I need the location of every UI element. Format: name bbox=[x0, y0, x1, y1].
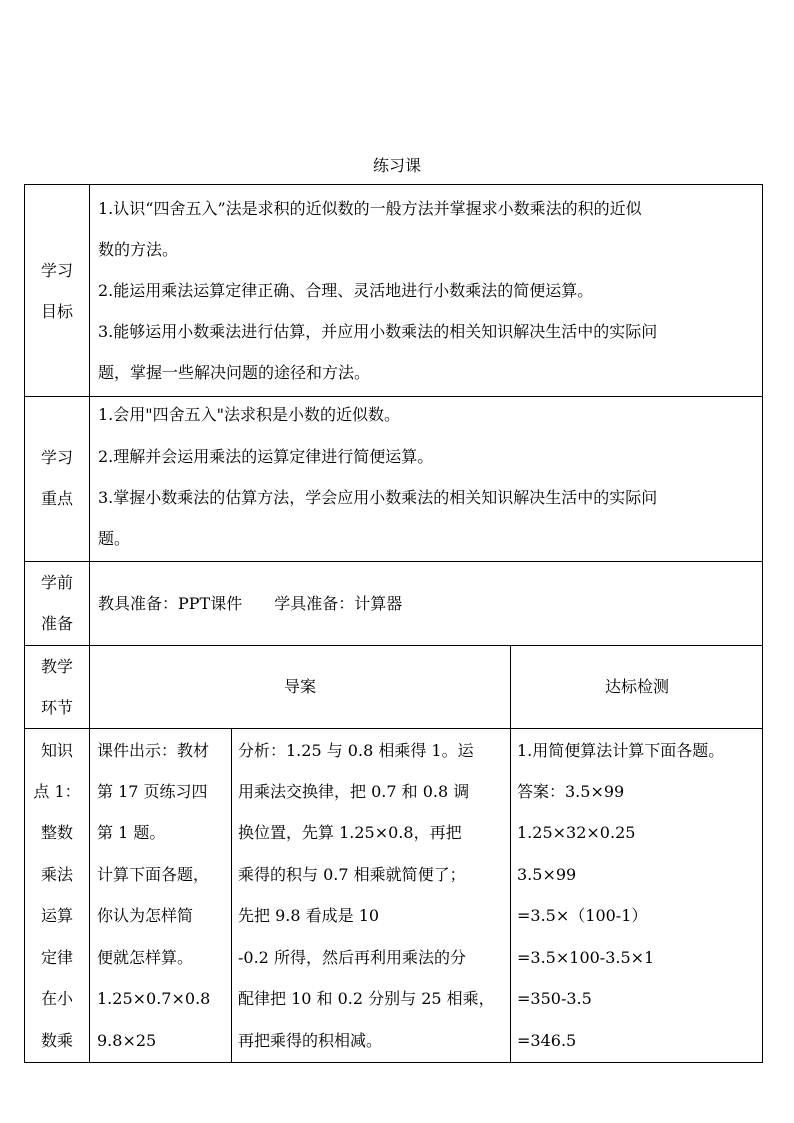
focus-label-2: 重点 bbox=[40, 489, 73, 508]
focus-line: 2.理解并会运用乘法的运算定律进行简便运算。 bbox=[98, 447, 434, 466]
goals-line: 2.能运用乘法运算定律正确、合理、灵活地进行小数乘法的简便运算。 bbox=[98, 281, 594, 300]
knowledge-label: 点 1： bbox=[33, 782, 81, 801]
knowledge-label: 数乘 bbox=[40, 1031, 73, 1050]
check-text: 答案：3.5×99 bbox=[517, 782, 625, 801]
courseware-text: 1.25×0.7×0.8 bbox=[97, 989, 211, 1008]
analysis-text: 用乘法交换律，把 0.7 和 0.8 调 bbox=[238, 782, 470, 801]
check-header: 达标检测 bbox=[604, 677, 669, 696]
header-label-2: 环节 bbox=[40, 698, 73, 717]
goals-label-2: 目标 bbox=[40, 302, 73, 321]
col-divider bbox=[231, 728, 232, 1063]
row-divider bbox=[24, 645, 763, 646]
knowledge-label: 乘法 bbox=[40, 865, 73, 884]
guide-header: 导案 bbox=[283, 677, 316, 696]
analysis-text: 换位置，先算 1.25×0.8，再把 bbox=[238, 823, 462, 842]
focus-line: 3.掌握小数乘法的估算方法，学会应用小数乘法的相关知识解决生活中的实际问 bbox=[98, 488, 658, 507]
check-text: 1.25×32×0.25 bbox=[517, 823, 636, 842]
row-divider bbox=[24, 561, 763, 562]
analysis-text: 先把 9.8 看成是 10 bbox=[238, 906, 380, 925]
knowledge-label: 整数 bbox=[40, 823, 73, 842]
prep-label-1: 学前 bbox=[40, 573, 73, 592]
courseware-text: 课件出示：教材 bbox=[97, 741, 210, 760]
header-label-1: 教学 bbox=[40, 657, 73, 676]
knowledge-label: 知识 bbox=[40, 741, 73, 760]
check-text: =350-3.5 bbox=[517, 989, 592, 1008]
check-text: 3.5×99 bbox=[517, 865, 577, 884]
analysis-text: 配律把 10 和 0.2 分别与 25 相乘， bbox=[238, 989, 495, 1008]
analysis-text: 乘得的积与 0.7 相乘就简便了； bbox=[238, 865, 466, 884]
courseware-text: 9.8×25 bbox=[97, 1031, 157, 1050]
goals-line: 1.认识“四舍五入”法是求积的近似数的一般方法并掌握求小数乘法的积的近似 bbox=[98, 199, 642, 218]
check-text: =3.5×（100-1） bbox=[517, 906, 648, 925]
row-divider bbox=[24, 728, 763, 729]
goals-line: 数的方法。 bbox=[98, 240, 179, 259]
knowledge-label: 运算 bbox=[40, 906, 73, 925]
goals-line: 题，掌握一些解决问题的途径和方法。 bbox=[98, 363, 371, 382]
col-divider bbox=[510, 645, 511, 1063]
focus-line: 题。 bbox=[98, 529, 131, 548]
goals-label-1: 学习 bbox=[40, 261, 73, 280]
goals-line: 3.能够运用小数乘法进行估算，并应用小数乘法的相关知识解决生活中的实际问 bbox=[98, 322, 658, 341]
courseware-text: 第 1 题。 bbox=[97, 823, 166, 842]
check-text: 1.用简便算法计算下面各题。 bbox=[517, 741, 725, 760]
focus-label-1: 学习 bbox=[40, 448, 73, 467]
analysis-text: -0.2 所得，然后再利用乘法的分 bbox=[238, 948, 466, 967]
courseware-text: 你认为怎样简 bbox=[97, 906, 194, 925]
knowledge-label: 定律 bbox=[40, 948, 73, 967]
analysis-text: 分析：1.25 与 0.8 相乘得 1。运 bbox=[238, 741, 474, 760]
prep-text: 教具准备：PPT课件 学具准备：计算器 bbox=[98, 594, 403, 613]
courseware-text: 计算下面各题， bbox=[97, 865, 210, 884]
focus-line: 1.会用"四舍五入"法求积是小数的近似数。 bbox=[98, 405, 400, 424]
page-title: 练习课 bbox=[372, 156, 421, 175]
courseware-text: 第 17 页练习四 bbox=[97, 782, 208, 801]
prep-label-2: 准备 bbox=[40, 614, 73, 633]
check-text: =346.5 bbox=[517, 1031, 577, 1050]
analysis-text: 再把乘得的积相减。 bbox=[238, 1031, 383, 1050]
courseware-text: 便就怎样算。 bbox=[97, 948, 194, 967]
check-text: =3.5×100-3.5×1 bbox=[517, 948, 655, 967]
knowledge-label: 在小 bbox=[40, 989, 73, 1008]
